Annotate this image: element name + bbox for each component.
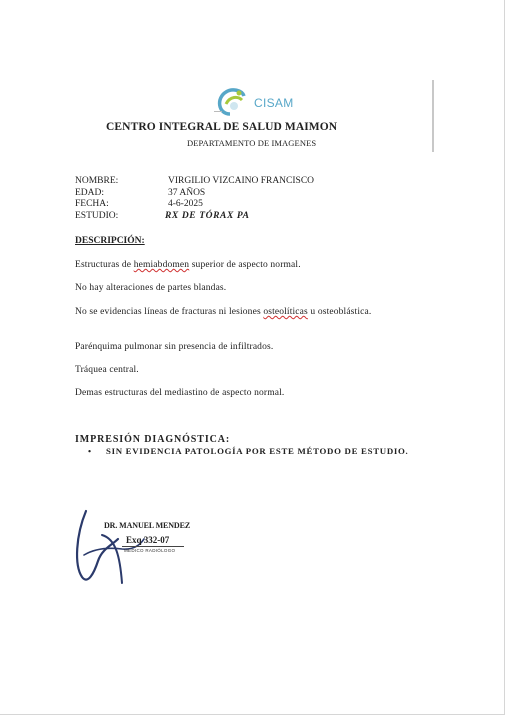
finding-paragraph: Demas estructuras del mediastino de aspecto normal. (75, 388, 285, 398)
finding-paragraph: Parénquima pulmonar sin presencia de infiltrados. (75, 342, 274, 352)
doctor-role: MÉDICO RADIÓLOGO (124, 548, 176, 553)
finding-text: u osteoblástica. (307, 307, 372, 317)
study-name: RX DE TÓRAX PA (165, 210, 250, 221)
doctor-exequatur: Exq 332-07 (126, 535, 170, 545)
spellcheck-word: hemiabdomen (133, 260, 190, 270)
finding-paragraph (75, 306, 395, 318)
study-label: ESTUDIO: (75, 210, 119, 221)
impression-item (88, 446, 408, 456)
name-label: NOMBRE: (75, 176, 119, 186)
logo-text: CISAM (254, 96, 294, 110)
patient-age: 37 AÑOS (168, 187, 206, 198)
impression-text: SIN EVIDENCIA PATOLOGÍA POR ESTE MÉTODO DE ESTUDIO. (106, 446, 409, 456)
impression-title: IMPRESIÓN DIAGNÓSTICA: (75, 434, 231, 445)
exam-date: 4-6-2025 (168, 199, 203, 209)
patient-name: VIRGILIO VIZCAINO FRANCISCO (168, 176, 315, 186)
margin-marker (432, 80, 434, 152)
spellcheck-word: osteolíticas (263, 307, 308, 317)
finding-text: No se evidencias líneas de fracturas ni lesiones (75, 307, 264, 317)
finding-paragraph (75, 259, 395, 271)
bullet-icon: • (88, 446, 92, 456)
department-name: DEPARTAMENTO DE IMAGENES (187, 138, 317, 148)
finding-text: superior de aspecto normal. (189, 260, 301, 270)
finding-paragraph: Tráquea central. (75, 365, 139, 375)
finding-text: Estructuras de (75, 260, 134, 270)
doctor-name: DR. MANUEL MENDEZ (104, 521, 191, 530)
age-label: EDAD: (75, 187, 105, 198)
finding-paragraph: No hay alteraciones de partes blandas. (75, 283, 227, 293)
description-title: DESCRIPCIÓN: (75, 236, 145, 246)
organization-title: CENTRO INTEGRAL DE SALUD MAIMON (106, 121, 338, 133)
date-label: FECHA: (75, 199, 109, 209)
signature-line (122, 546, 184, 547)
